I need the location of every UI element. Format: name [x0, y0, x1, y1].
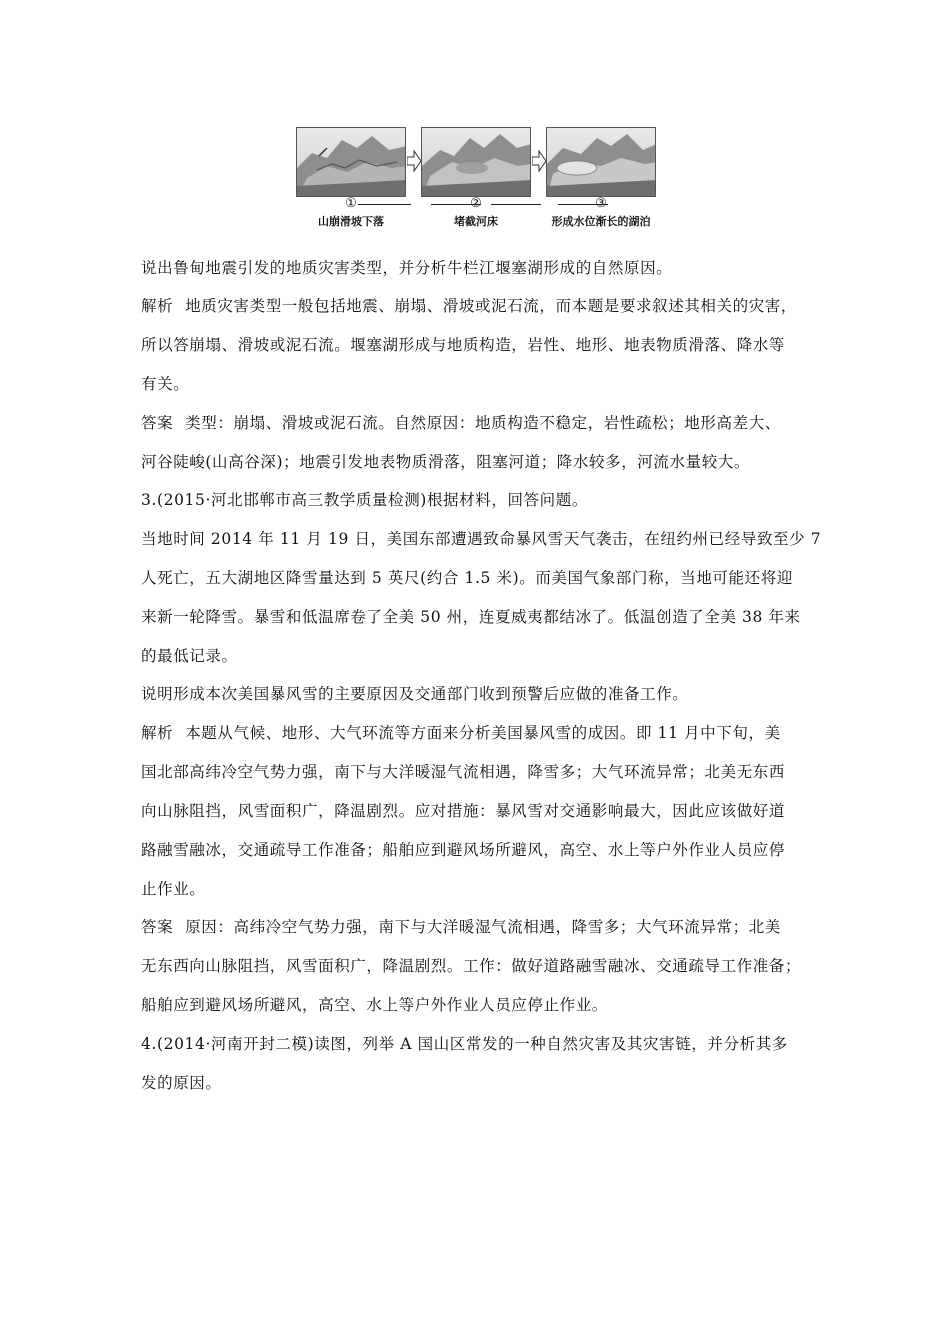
analysis-text: 本题从气候、地形、大气环流等方面来分析美国暴风雪的成因。即 11 月中下旬，美	[185, 724, 781, 742]
answer-text: 类型：崩塌、滑坡或泥石流。自然原因：地质构造不稳定，岩性疏松；地形高差大、	[185, 414, 781, 432]
question-heading: 3.(2015·河北邯郸市高三教学质量检测)根据材料，回答问题。	[141, 491, 588, 509]
text-line: 向山脉阻挡，风雪面积广，降温剧烈。应对措施：暴风雪对交通影响最大，因此应该做好道	[141, 802, 786, 820]
material-line: 来新一轮降雪。暴雪和低温席卷了全美 50 州，连夏威夷都结冰了。低温创造了全美 38 年来	[141, 608, 801, 626]
material-line: 人死亡，五大湖地区降雪量达到 5 英尺(约合 1.5 米)。而美国气象部门称，当地可能还将迎	[141, 569, 793, 587]
text-line: 无东西向山脉阻挡，风雪面积广，降温剧烈。工作：做好道路融雪融冰、交通疏导工作准备；	[141, 957, 802, 975]
text-line: 止作业。	[141, 880, 206, 898]
landslide-terrain-image-3	[546, 127, 656, 197]
step-number: ③	[595, 196, 607, 211]
arrow-right-icon	[532, 149, 546, 173]
text-line: 国北部高纬冷空气势力强，南下与大洋暖湿气流相遇，降雪多；大气环流异常；北美无东西	[141, 763, 786, 781]
text-line: 有关。	[141, 375, 190, 393]
answer-line	[141, 413, 821, 433]
step-label: 堵截河床	[454, 215, 498, 228]
analysis-line	[141, 296, 821, 316]
landslide-terrain-image-2	[421, 127, 531, 197]
analysis-line	[141, 723, 821, 743]
step-number: ②	[470, 196, 482, 211]
answer-text: 原因：高纬冷空气势力强，南下与大洋暖湿气流相遇，降雪多；大气环流异常；北美	[185, 918, 781, 936]
answer-label: 答案	[141, 414, 174, 432]
arrow-right-icon	[407, 149, 421, 173]
landslide-terrain-image-1	[296, 127, 406, 197]
landslide-process-figure	[296, 127, 656, 235]
answer-label: 答案	[141, 918, 174, 936]
analysis-label: 解析	[141, 724, 174, 742]
analysis-text: 地质灾害类型一般包括地震、崩塌、滑坡或泥石流，而本题是要求叙述其相关的灾害，	[185, 297, 798, 315]
material-line: 当地时间 2014 年 11 月 19 日，美国东部遭遇致命暴风雪天气袭击，在纽约州已经导致至少 7	[141, 530, 822, 548]
step-number: ①	[345, 196, 357, 211]
text-line: 船舶应到避风场所避风，高空、水上等户外作业人员应停止作业。	[141, 996, 608, 1014]
question-line: 说明形成本次美国暴风雪的主要原因及交通部门收到预警后应做的准备工作。	[141, 685, 689, 703]
step-label: 形成水位渐长的湖泊	[551, 215, 651, 228]
question-heading: 4.(2014·河南开封二模)读图，列举 A 国山区常发的一种自然灾害及其灾害链，并分析其多	[141, 1035, 788, 1053]
text-line: 发的原因。	[141, 1074, 222, 1092]
answer-line	[141, 917, 821, 937]
text-line: 河谷陡峻(山高谷深)；地震引发地表物质滑落，阻塞河道；降水较多，河流水量较大。	[141, 453, 750, 471]
analysis-label: 解析	[141, 297, 174, 315]
step-label: 山崩滑坡下落	[318, 215, 384, 228]
material-line: 的最低记录。	[141, 647, 238, 665]
question-line: 说出鲁甸地震引发的地质灾害类型，并分析牛栏江堰塞湖形成的自然原因。	[141, 259, 673, 277]
text-line: 路融雪融冰，交通疏导工作准备；船舶应到避风场所避风，高空、水上等户外作业人员应停	[141, 841, 786, 859]
text-line: 所以答崩塌、滑坡或泥石流。堰塞湖形成与地质构造，岩性、地形、地表物质滑落、降水等	[141, 336, 786, 354]
